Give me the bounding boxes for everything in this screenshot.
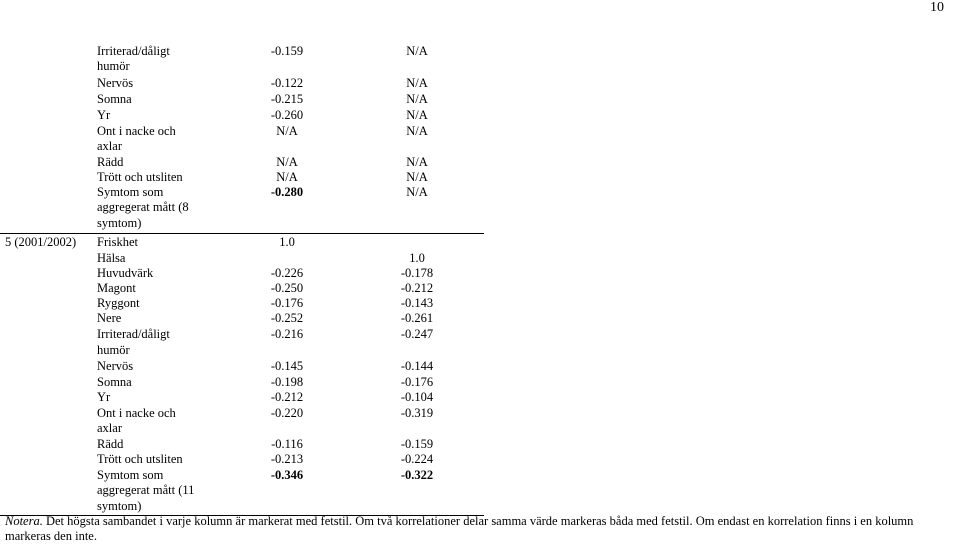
row-label: Ont i nacke och bbox=[97, 406, 176, 420]
cell-value: -0.319 bbox=[400, 406, 434, 420]
cell-value-bold: -0.346 bbox=[270, 468, 304, 482]
cell-value: -0.216 bbox=[270, 327, 304, 341]
cell-value: -0.176 bbox=[270, 296, 304, 310]
row-label: Nere bbox=[97, 311, 122, 325]
table-divider bbox=[0, 233, 484, 234]
row-label-cont: aggregerat mått (11 bbox=[97, 483, 195, 497]
row-label: Symtom som bbox=[97, 468, 164, 482]
row-label: Magont bbox=[97, 281, 136, 295]
cell-value: -0.252 bbox=[270, 311, 304, 325]
row-label: Trött och utsliten bbox=[97, 170, 183, 184]
row-label-cont: humör bbox=[97, 343, 130, 357]
cell-value: -0.198 bbox=[270, 375, 304, 389]
cell-value: -0.144 bbox=[400, 359, 434, 373]
cell-value: -0.220 bbox=[270, 406, 304, 420]
row-label-cont: humör bbox=[97, 59, 130, 73]
cell-value: -0.215 bbox=[270, 92, 304, 106]
row-label-cont: symtom) bbox=[97, 216, 142, 230]
cell-value: -0.143 bbox=[400, 296, 434, 310]
row-label: Ryggont bbox=[97, 296, 140, 310]
cell-value: N/A bbox=[406, 185, 428, 199]
cell-value: N/A bbox=[406, 92, 428, 106]
row-label: Hälsa bbox=[97, 251, 126, 265]
cell-value: N/A bbox=[406, 108, 428, 122]
cell-value: N/A bbox=[406, 170, 428, 184]
note-lead: Notera. bbox=[5, 514, 43, 528]
cell-value: N/A bbox=[276, 155, 298, 169]
row-label: Huvudvärk bbox=[97, 266, 154, 280]
row-label: Yr bbox=[97, 108, 111, 122]
row-label: Somna bbox=[97, 375, 132, 389]
cell-value: -0.226 bbox=[270, 266, 304, 280]
row-label: Rädd bbox=[97, 437, 124, 451]
cell-value: -0.176 bbox=[400, 375, 434, 389]
row-label: Friskhet bbox=[97, 235, 138, 249]
row-label: Nervös bbox=[97, 76, 134, 90]
cell-value: N/A bbox=[406, 44, 428, 58]
cell-value: -0.247 bbox=[400, 327, 434, 341]
cell-value: N/A bbox=[406, 76, 428, 90]
cell-value-bold: -0.280 bbox=[270, 185, 304, 199]
row-label-cont: symtom) bbox=[97, 499, 142, 513]
cell-value: -0.178 bbox=[400, 266, 434, 280]
cell-value: -0.122 bbox=[270, 76, 304, 90]
row-label-cont: axlar bbox=[97, 421, 122, 435]
cell-value: 1.0 bbox=[279, 235, 295, 249]
cell-value: -0.145 bbox=[270, 359, 304, 373]
cell-value-bold: -0.322 bbox=[400, 468, 434, 482]
cell-value: -0.212 bbox=[400, 281, 434, 295]
cell-value: 1.0 bbox=[409, 251, 425, 265]
cell-value: -0.260 bbox=[270, 108, 304, 122]
row-label: Trött och utsliten bbox=[97, 452, 183, 466]
cell-value: -0.212 bbox=[270, 390, 304, 404]
cell-value: -0.159 bbox=[400, 437, 434, 451]
cell-value: -0.224 bbox=[400, 452, 434, 466]
table-note bbox=[5, 514, 955, 544]
study-label: 5 (2001/2002) bbox=[5, 235, 77, 249]
cell-value: -0.104 bbox=[400, 390, 434, 404]
cell-value: -0.250 bbox=[270, 281, 304, 295]
cell-value: -0.213 bbox=[270, 452, 304, 466]
cell-value: -0.261 bbox=[400, 311, 434, 325]
cell-value: N/A bbox=[276, 170, 298, 184]
row-label: Nervös bbox=[97, 359, 134, 373]
cell-value: N/A bbox=[276, 124, 298, 138]
cell-value: N/A bbox=[406, 124, 428, 138]
row-label: Symtom som bbox=[97, 185, 164, 199]
row-label: Irriterad/dåligt bbox=[97, 44, 170, 58]
row-label: Yr bbox=[97, 390, 111, 404]
cell-value: -0.159 bbox=[270, 44, 304, 58]
row-label: Irriterad/dåligt bbox=[97, 327, 170, 341]
page-number: 10 bbox=[930, 0, 944, 15]
cell-value: -0.116 bbox=[271, 437, 303, 451]
row-label: Rädd bbox=[97, 155, 124, 169]
row-label-cont: axlar bbox=[97, 139, 122, 153]
note-text: Det högsta sambandet i varje kolumn är markerat med fetstil. Om två korrelationer delar samma värde markeras båda med fetstil. Om endast en korrelation finns i en kolumn markeras den inte. bbox=[5, 514, 914, 543]
cell-value: N/A bbox=[406, 155, 428, 169]
row-label-cont: aggregerat mått (8 bbox=[97, 200, 189, 214]
row-label: Ont i nacke och bbox=[97, 124, 176, 138]
row-label: Somna bbox=[97, 92, 132, 106]
